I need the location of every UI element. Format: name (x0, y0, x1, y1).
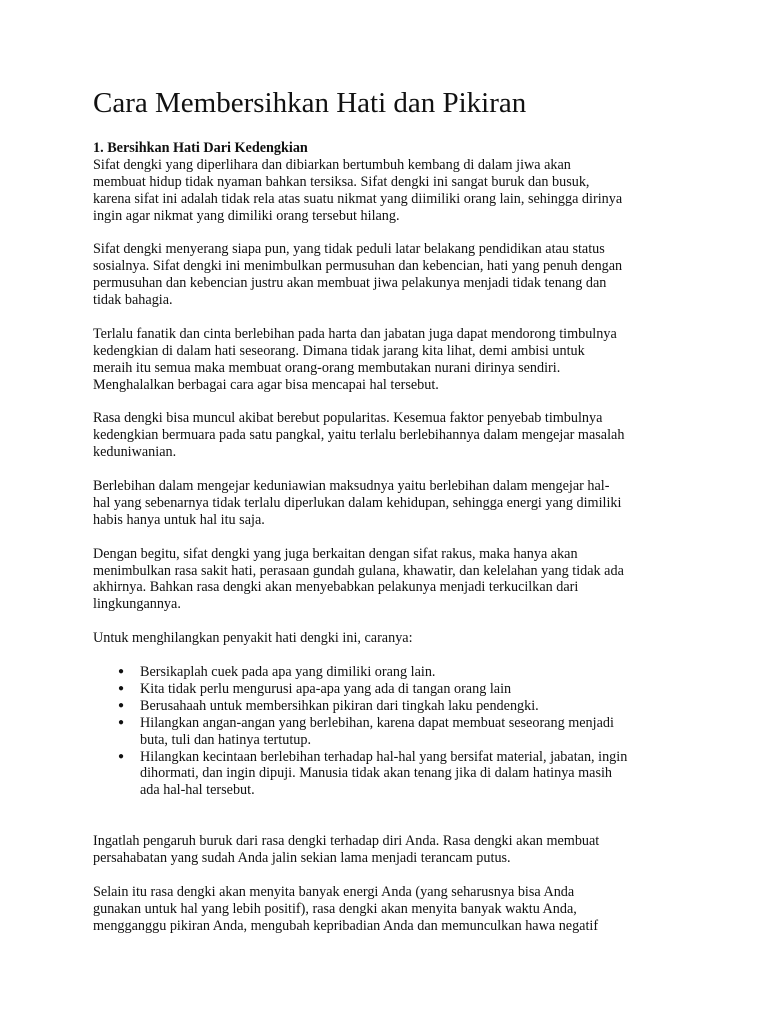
list-item (93, 664, 685, 681)
list-item-text: Berusahaah untuk membersihkan pikiran dari tingkah laku pendengki. (140, 697, 539, 714)
closing-paragraph-2: Selain itu rasa dengki akan menyita banyak energi Anda (yang seharusnya bisa Anda gunakan untuk hal yang lebih positif), rasa dengki akan menyita banyak waktu Anda, mengganggu pikiran Anda, mengubah kepribadian Anda dan memunculkan hawa negatif (93, 883, 599, 934)
section-heading: 1. Bersihkan Hati Dari Kedengkian (93, 140, 308, 156)
list-item-text: Hilangkan kecintaan berlebihan terhadap hal-hal yang bersifat material, jabatan, ingin dihormati, dan ingin dipuji. Manusia tidak akan tenang jika di dalam hatinya masih ada hal-hal tersebut. (140, 748, 628, 799)
list-item-text: Bersikaplah cuek pada apa yang dimiliki orang lain. (140, 663, 436, 680)
bullet-icon: ● (118, 699, 125, 711)
bullet-icon: ● (118, 750, 125, 762)
bullet-icon: ● (118, 716, 125, 728)
list-item (93, 698, 685, 715)
list-item-text: Hilangkan angan-angan yang berlebihan, karena dapat membuat seseorang menjadi buta, tuli dan hatinya tertutup. (140, 714, 614, 748)
paragraph-5: Berlebihan dalam mengejar keduniawian maksudnya yaitu berlebihan dalam mengejar hal- hal yang sebenarnya tidak terlalu diperlukan dalam kehidupan, sehingga energi yang dimiliki habis hanya untuk hal itu saja. (93, 478, 622, 528)
closing-paragraph-1: Ingatlah pengaruh buruk dari rasa dengki terhadap diri Anda. Rasa dengki akan membuat persahabatan yang sudah Anda jalin sekian lama menjadi terancam putus. (93, 833, 600, 866)
document-content (93, 84, 685, 951)
list-item (93, 715, 685, 749)
paragraph-6: Dengan begitu, sifat dengki yang juga berkaitan dengan sifat rakus, maka hanya akan menimbulkan rasa sakit hati, perasaan gundah gulana, khawatir, dan kelelahan yang tidak ada akhirnya. Bahkan rasa dengki akan menyebabkan pelakunya menjadi terkucilkan dari lingkungannya. (93, 545, 624, 613)
list-item-text: Kita tidak perlu mengurusi apa-apa yang ada di tangan orang lain (140, 680, 512, 697)
paragraph-1: Sifat dengki yang diperlihara dan dibiarkan bertumbuh kembang di dalam jiwa akan membuat hidup tidak nyaman bahkan tersiksa. Sifat dengki ini sangat buruk dan busuk, karena sifat ini adalah tidak rela atas suatu nikmat yang diimiliki orang lain, sehingga dirinya ingin agar nikmat yang dimiliki orang tersebut hilang. (93, 156, 623, 224)
bullet-icon: ● (118, 682, 125, 694)
paragraph-2: Sifat dengki menyerang siapa pun, yang tidak peduli latar belakang pendidikan atau status sosialnya. Sifat dengki ini menimbulkan permusuhan dan kebencian, hati yang penuh dengan permusuhan dan kebencian justru akan membuat jiwa pelakunya menjadi tidak tenang dan tidak bahagia. (93, 241, 623, 309)
list-item (93, 749, 685, 800)
paragraph-4: Rasa dengki bisa muncul akibat berebut popularitas. Kesemua faktor penyebab timbulnya kedengkian bermuara pada satu pangkal, yaitu terlalu berlebihannya dalam mengejar masalah keduniwanian. (93, 410, 625, 461)
paragraph-3: Terlalu fanatik dan cinta berlebihan pada harta dan jabatan juga dapat mendorong timbulnya kedengkian di dalam hati seseorang. Dimana tidak jarang kita lihat, demi ambisi untuk meraih itu semua maka membuat orang-orang membutakan nurani dirinya sendiri. Menghalalkan berbagai cara agar bisa mencapai hal tersebut. (93, 325, 617, 393)
bullet-list (93, 664, 685, 799)
paragraph-7: Untuk menghilangkan penyakit hati dengki ini, caranya: (93, 630, 413, 647)
bullet-icon: ● (118, 665, 125, 677)
list-item (93, 681, 685, 698)
document-title: Cara Membersihkan Hati dan Pikiran (93, 87, 527, 119)
